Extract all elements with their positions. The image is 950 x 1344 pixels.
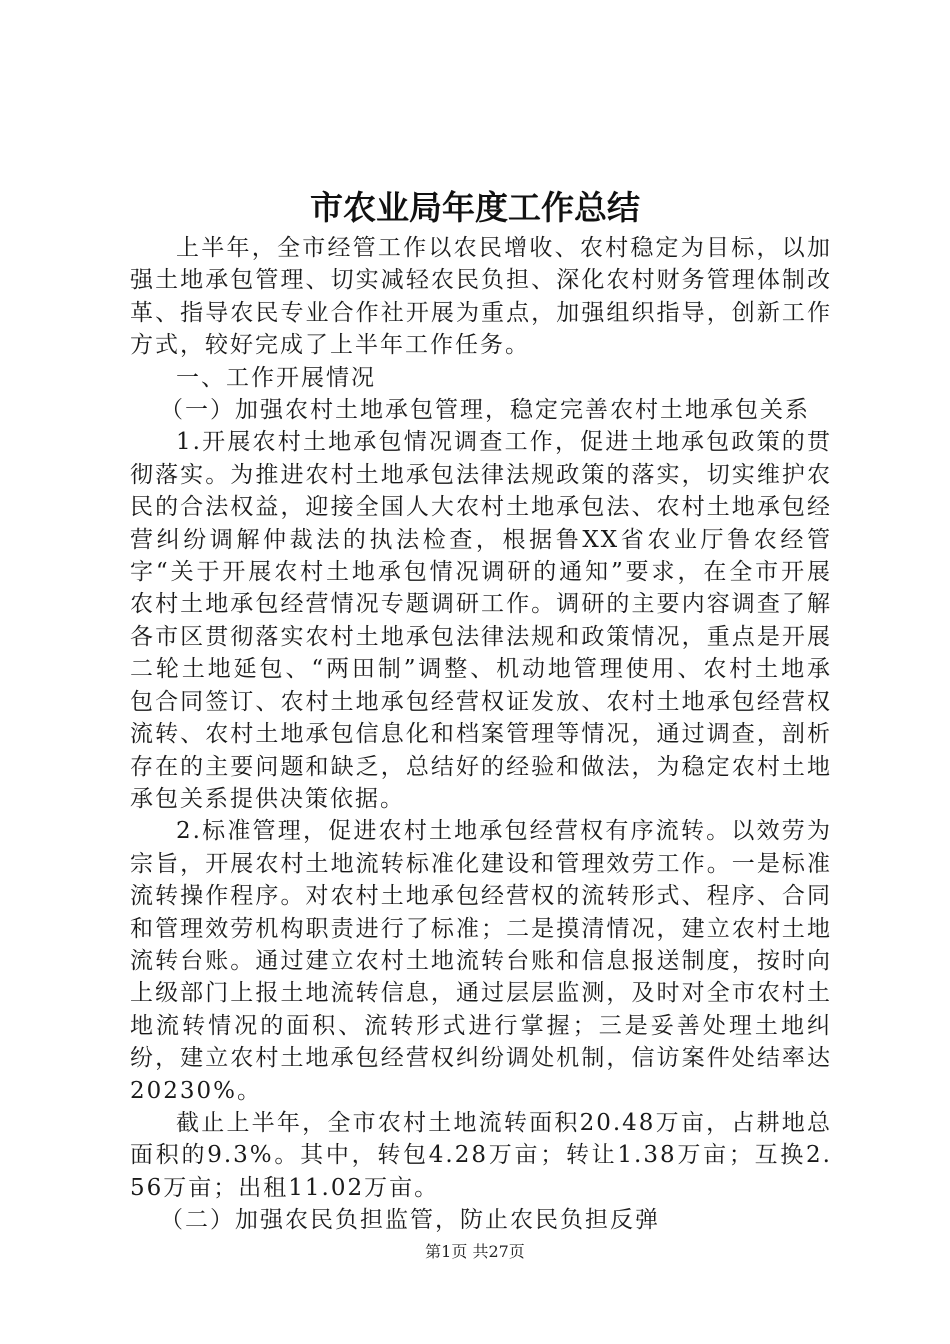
paragraph-land-transfer-stats: 截止上半年，全市农村土地流转面积20.48万亩，占耕地总面积的9.3%。其中，转包4.28万亩；转让1.38万亩；互换2.56万亩；出租11.02万亩。: [130, 1109, 832, 1201]
section-heading-work-status: 一、工作开展情况: [176, 364, 376, 391]
paragraph-item-1: 1.开展农村土地承包情况调查工作，促进土地承包政策的贯彻落实。为推进农村土地承包法律法规政策的落实，切实维护农民的合法权益，迎接全国人大农村土地承包法、农村土地承包经营纠纷调解仲裁法的执法检查，根据鲁XX省农业厅鲁农经管字“关于开展农村土地承包情况调研的通知”要求，在全市开展农村土地承包经营情况专题调研工作。调研的主要内容调查了解各市区贯彻落实农村土地承包法律法规和政策情况，重点是开展二轮土地延包、“两田制”调整、机动地管理使用、农村土地承包合同签订、农村土地承包经营权证发放、农村土地承包经营权流转、农村土地承包信息化和档案管理等情况，通过调查，剖析存在的主要问题和缺乏，总结好的经验和做法，为稳定农村土地承包关系提供决策依据。: [130, 429, 832, 812]
subsection-heading-farmer-burden: （二）加强农民负担监管，防止农民负担反弹: [160, 1207, 660, 1234]
subsection-heading-land-contract: （一）加强农村土地承包管理，稳定完善农村土地承包关系: [160, 397, 810, 424]
paragraph-item-2: 2.标准管理，促进农村土地承包经营权有序流转。以效劳为宗旨，开展农村土地流转标准化建设和管理效劳工作。一是标准流转操作程序。对农村土地承包经营权的流转形式、程序、合同和管理效劳机构职责进行了标准；二是摸清情况，建立农村土地流转台账。通过建立农村土地流转台账和信息报送制度，按时向上级部门上报土地流转信息，通过层层监测，及时对全市农村土地流转情况的面积、流转形式进行掌握；三是妥善处理土地纠纷，建立农村土地承包经营权纠纷调处机制，信访案件处结率达20230%。: [130, 818, 832, 1104]
paragraph-intro: 上半年，全市经管工作以农民增收、农村稳定为目标，以加强土地承包管理、切实减轻农民负担、深化农村财务管理体制改革、指导农民专业合作社开展为重点，加强组织指导，创新工作方式，较好完成了上半年工作任务。: [130, 235, 832, 359]
page-indicator: 第1页 共27页: [425, 1242, 525, 1261]
document-body: [130, 232, 832, 1237]
document-title: 市农业局年度工作总结: [310, 188, 640, 227]
